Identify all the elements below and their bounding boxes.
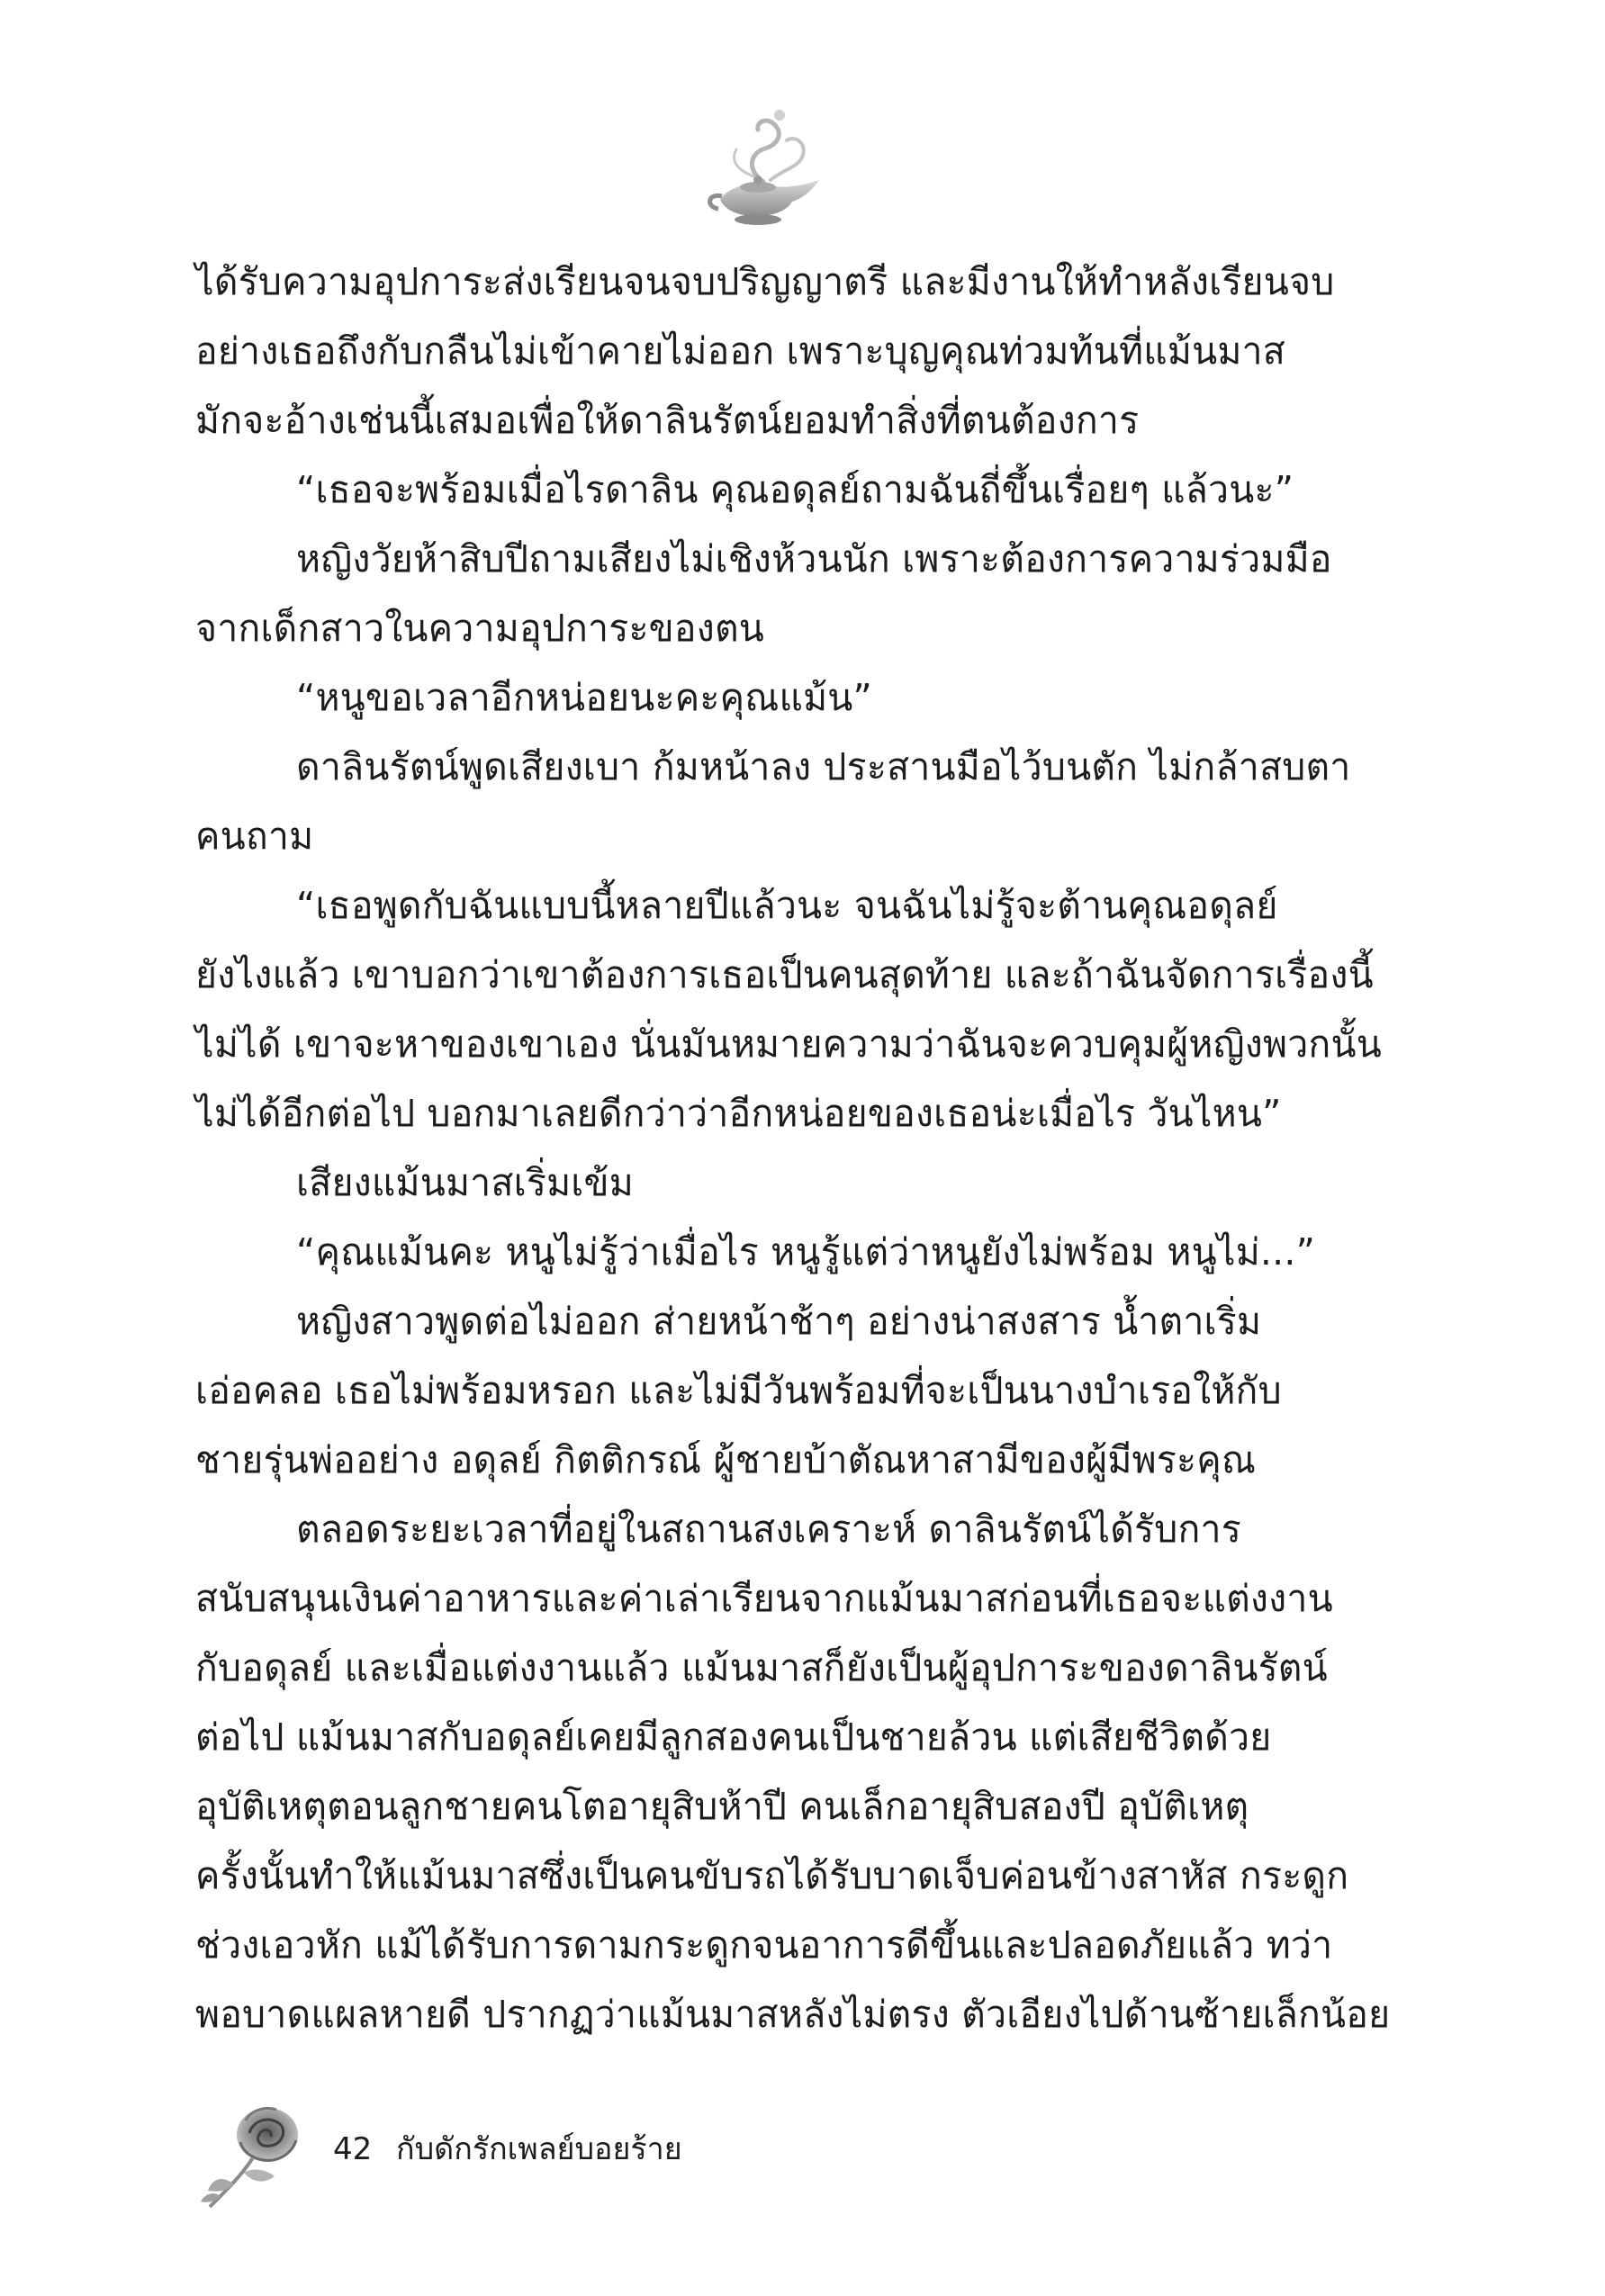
text-line: อุบัติเหตุตอนลูกชายคนโตอายุสิบห้าปี คนเล็กอายุสิบสองปี อุบัติเหตุ	[195, 1785, 1249, 1828]
text-line: ได้รับความอุปการะส่งเรียนจนจบปริญญาตรี และมีงานให้ทำหลังเรียนจบ	[195, 260, 1335, 303]
text-line: จากเด็กสาวในความอุปการะของตน	[195, 607, 765, 650]
text-line: “เธอจะพร้อมเมื่อไรดาลิน คุณอดุลย์ถามฉันถี่ขึ้นเรื่อยๆ แล้วนะ”	[296, 468, 1294, 511]
page-footer	[194, 2097, 878, 2214]
text-line: ครั้งนั้นทำให้แม้นมาสซึ่งเป็นคนขับรถได้รับบาดเจ็บค่อนข้างสาหัส กระดูก	[195, 1854, 1349, 1897]
text-line: ไม่ได้อีกต่อไป บอกมาเลยดีกว่าว่าอีกหน่อยของเธอน่ะเมื่อไร วันไหน”	[195, 1092, 1282, 1135]
text-line: “เธอพูดกับฉันแบบนี้หลายปีแล้วนะ จนฉันไม่รู้จะต้านคุณอดุลย์	[296, 884, 1278, 927]
text-line: ตลอดระยะเวลาที่อยู่ในสถานสงเคราะห์ ดาลินรัตน์ได้รับการ	[296, 1508, 1241, 1551]
genie-lamp-icon	[693, 99, 837, 234]
text-line: พอบาดแผลหายดี ปรากฏว่าแม้นมาสหลังไม่ตรง ตัวเอียงไปด้านซ้ายเล็กน้อย	[195, 1993, 1391, 2036]
text-line: กับอดุลย์ และเมื่อแต่งงานแล้ว แม้นมาสก็ยังเป็นผู้อุปการะของดาลินรัตน์	[195, 1646, 1328, 1689]
text-line: ดาลินรัตน์พูดเสียงเบา ก้มหน้าลง ประสานมือไว้บนตัก ไม่กล้าสบตา	[296, 745, 1351, 788]
text-line: สนับสนุนเงินค่าอาหารและค่าเล่าเรียนจากแม้นมาสก่อนที่เธอจะแต่งงาน	[195, 1577, 1333, 1620]
book-title: กับดักรักเพลย์บอยร้าย	[396, 2131, 682, 2167]
text-line: เสียงแม้นมาสเริ่มเข้ม	[296, 1161, 634, 1204]
text-line: หญิงวัยห้าสิบปีถามเสียงไม่เชิงห้วนนัก เพราะต้องการความร่วมมือ	[296, 537, 1332, 581]
text-line: หญิงสาวพูดต่อไม่ออก ส่ายหน้าช้าๆ อย่างน่าสงสาร น้ำตาเริ่ม	[296, 1300, 1262, 1343]
text-line: คนถาม	[195, 815, 314, 858]
text-line: ไม่ได้ เขาจะหาของเขาเอง นั่นมันหมายความว่าฉันจะควบคุมผู้หญิงพวกนั้น	[195, 1022, 1382, 1066]
page-number: 42	[333, 2131, 373, 2167]
text-line: มักจะอ้างเช่นนี้เสมอเพื่อให้ดาลินรัตน์ยอมทำสิ่งที่ตนต้องการ	[195, 399, 1140, 442]
text-line: ชายรุ่นพ่ออย่าง อดุลย์ กิตติกรณ์ ผู้ชายบ้าตัณหาสามีของผู้มีพระคุณ	[195, 1438, 1257, 1481]
text-line: ยังไงแล้ว เขาบอกว่าเขาต้องการเธอเป็นคนสุดท้าย และถ้าฉันจัดการเรื่องนี้	[195, 953, 1374, 996]
text-line: “หนูขอเวลาอีกหน่อยนะคะคุณแม้น”	[296, 676, 872, 719]
text-line: ช่วงเอวหัก แม้ได้รับการดามกระดูกจนอาการดีขึ้นและปลอดภัยแล้ว ทว่า	[195, 1923, 1333, 1967]
rose-icon	[194, 2097, 329, 2214]
body-text	[195, 248, 1391, 2049]
text-line: ต่อไป แม้นมาสกับอดุลย์เคยมีลูกสองคนเป็นชายล้วน แต่เสียชีวิตด้วย	[195, 1715, 1272, 1759]
text-line: อย่างเธอถึงกับกลืนไม่เข้าคายไม่ออก เพราะบุญคุณท่วมท้นที่แม้นมาส	[195, 329, 1285, 373]
text-line: “คุณแม้นคะ หนูไม่รู้ว่าเมื่อไร หนูรู้แต่ว่าหนูยังไม่พร้อม หนูไม่...”	[296, 1230, 1316, 1274]
text-line: เอ่อคลอ เธอไม่พร้อมหรอก และไม่มีวันพร้อมที่จะเป็นนางบำเรอให้กับ	[195, 1369, 1282, 1412]
